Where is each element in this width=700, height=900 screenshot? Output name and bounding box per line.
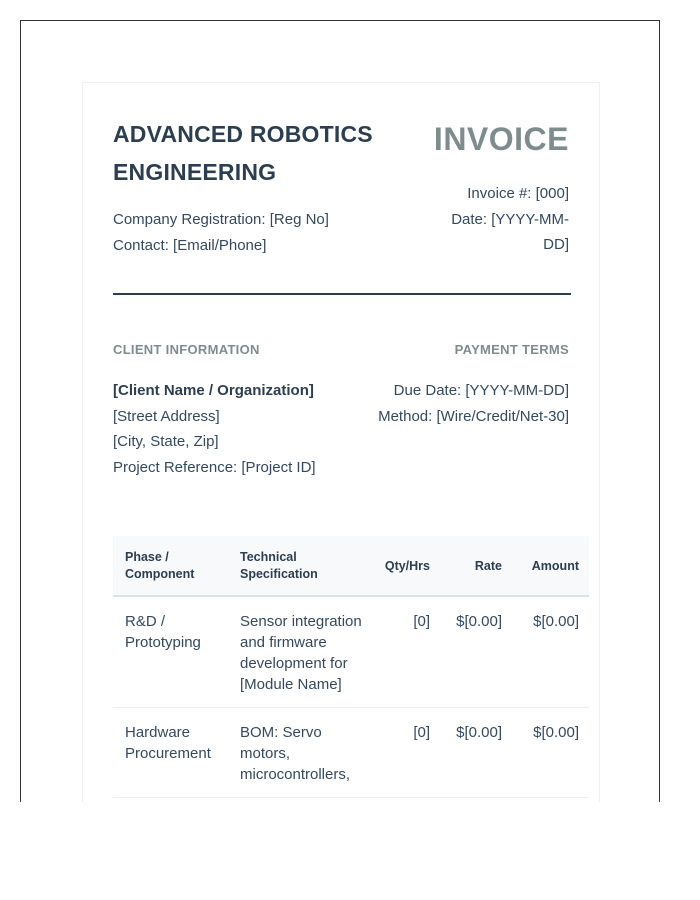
invoice-title: INVOICE [433, 121, 569, 157]
row-phase: R&D / Prototyping [113, 596, 228, 708]
payment-terms [378, 378, 569, 429]
table-row [113, 708, 589, 798]
row-amount: $[0.00] [512, 708, 589, 798]
payment-due-date: Due Date: [YYYY-MM-DD] [393, 382, 569, 399]
row-rate: $[0.00] [440, 596, 512, 708]
row-qty: [0] [370, 596, 440, 708]
invoice-sheet [82, 82, 600, 802]
line-items-table [113, 536, 589, 798]
table-header-row [113, 536, 589, 596]
invoice-details [429, 181, 569, 258]
table-row [113, 596, 589, 708]
row-spec: BOM: Servo motors, microcontrollers, [228, 708, 370, 798]
row-amount: $[0.00] [512, 596, 589, 708]
client-city: [City, State, Zip] [113, 433, 219, 450]
row-qty: [0] [370, 708, 440, 798]
header-qty: Qty/Hrs [370, 536, 440, 596]
company-registration: Company Registration: [Reg No] [113, 211, 329, 228]
document-viewport [20, 20, 660, 802]
row-rate: $[0.00] [440, 708, 512, 798]
payment-section-label: PAYMENT TERMS [454, 342, 569, 357]
row-spec: Sensor integration and firmware development for [Module Name] [228, 596, 370, 708]
header-spec: Technical Specification [228, 536, 370, 596]
client-project-reference: Project Reference: [Project ID] [113, 458, 316, 476]
header-amount: Amount [512, 536, 589, 596]
row-phase: Hardware Procurement [113, 708, 228, 798]
client-info [113, 378, 316, 480]
company-details [113, 207, 329, 258]
client-street: [Street Address] [113, 407, 220, 425]
invoice-date: Date: [YYYY-MM-DD] [451, 210, 569, 253]
header-phase: Phase / Component [113, 536, 228, 596]
company-name: ADVANCED ROBOTICS ENGINEERING [113, 121, 373, 185]
header-divider [113, 293, 571, 295]
company-contact: Contact: [Email/Phone] [113, 236, 267, 254]
client-name: [Client Name / Organization] [113, 382, 314, 399]
client-section-label: CLIENT INFORMATION [113, 342, 260, 357]
header-rate: Rate [440, 536, 512, 596]
invoice-number: Invoice #: [000] [467, 185, 569, 202]
payment-method: Method: [Wire/Credit/Net-30] [378, 407, 569, 425]
